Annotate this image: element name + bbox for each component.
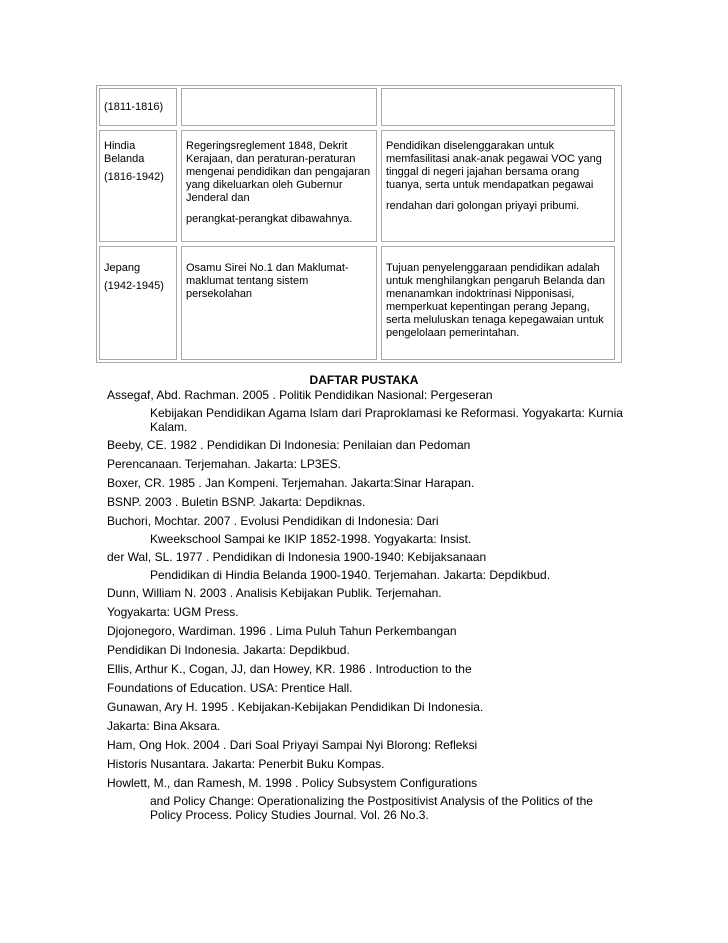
reference-entry: [107, 776, 623, 822]
reference-text: Ellis, Arthur K., Cogan, JJ, dan Howey, KR. 1986 . Introduction to the: [107, 662, 472, 676]
table-cell-period: [99, 88, 177, 126]
reference-text: Dunn, William N. 2003 . Analisis Kebijakan Publik. Terjemahan.: [107, 586, 442, 600]
reference-entry: [107, 457, 623, 476]
reference-entry: [107, 605, 623, 624]
references-list: [107, 388, 623, 826]
reference-entry: [107, 757, 623, 776]
history-table: [96, 85, 622, 363]
reference-text: Yogyakarta: UGM Press.: [107, 605, 239, 619]
reference-continuation: Pendidikan di Hindia Belanda 1900-1940. Terjemahan. Jakarta: Depdikbud.: [150, 568, 551, 582]
reference-text: Gunawan, Ary H. 1995 . Kebijakan-Kebijakan Pendidikan Di Indonesia.: [107, 700, 484, 714]
purpose-text: Tujuan penyelenggaraan pendidikan adalah untuk menghilangkan pengaruh Belanda dan menanamkan indoktrinasi Nipponisasi, memperkuat kepentingan perang Jepang, serta meluluskan tenaga kepegawaian untuk pengelolaan pemerintahan.: [386, 262, 605, 339]
reference-text: Buchori, Mochtar. 2007 . Evolusi Pendidikan di Indonesia: Dari: [107, 514, 439, 528]
table-row: [97, 128, 621, 244]
period-text: (1811-1816): [104, 101, 164, 113]
table-cell-purpose: [381, 246, 615, 360]
reference-continuation: Kebijakan Pendidikan Agama Islam dari Praproklamasi ke Reformasi. Yogyakarta: Kurnia Kalam.: [150, 406, 623, 434]
reference-continuation: Kweekschool Sampai ke IKIP 1852-1998. Yogyakarta: Insist.: [150, 532, 472, 546]
reference-entry: [107, 586, 623, 605]
period-years: (1942-1945): [104, 280, 164, 292]
period-name: Jepang: [104, 262, 141, 274]
period-name: Hindia Belanda: [104, 140, 145, 165]
table-cell-regulation: [181, 130, 377, 242]
purpose-text: Pendidikan diselenggarakan untuk memfasilitasi anak-anak pegawai VOC yang tinggal di negeri jajahan bersama orang tuanya, serta untuk mendapatkan pegawai: [386, 140, 602, 191]
regulation-text: Regeringsreglement 1848, Dekrit Kerajaan, dan peraturan-peraturan mengenai pendidikan dan pengajaran yang dikeluarkan oleh Gubernur Jenderal dan: [186, 140, 371, 204]
reference-text: Beeby, CE. 1982 . Pendidikan Di Indonesia: Penilaian dan Pedoman: [107, 438, 471, 452]
reference-text: Historis Nusantara. Jakarta: Penerbit Buku Kompas.: [107, 757, 385, 771]
reference-entry: [107, 624, 623, 643]
table-cell-regulation: [181, 246, 377, 360]
reference-entry: [107, 438, 623, 457]
reference-text: Boxer, CR. 1985 . Jan Kompeni. Terjemahan. Jakarta:Sinar Harapan.: [107, 476, 475, 490]
reference-text: Jakarta: Bina Aksara.: [107, 719, 221, 733]
table-row: [97, 244, 621, 362]
reference-text: Assegaf, Abd. Rachman. 2005 . Politik Pendidikan Nasional: Pergeseran: [107, 388, 493, 402]
reference-text: der Wal, SL. 1977 . Pendidikan di Indonesia 1900-1940: Kebijaksanaan: [107, 550, 487, 564]
table-cell-purpose: [381, 88, 615, 126]
table-row: [97, 86, 621, 128]
reference-text: Foundations of Education. USA: Prentice Hall.: [107, 681, 353, 695]
purpose-text-cont: rendahan dari golongan priyayi pribumi.: [386, 200, 580, 212]
reference-entry: [107, 719, 623, 738]
period-years: (1816-1942): [104, 171, 164, 183]
regulation-text: Osamu Sirei No.1 dan Maklumat-maklumat tentang sistem persekolahan: [186, 262, 349, 300]
reference-entry: [107, 388, 623, 434]
reference-text: Howlett, M., dan Ramesh, M. 1998 . Policy Subsystem Configurations: [107, 776, 478, 790]
reference-text: BSNP. 2003 . Buletin BSNP. Jakarta: Depdiknas.: [107, 495, 366, 509]
reference-entry: [107, 476, 623, 495]
reference-text: Ham, Ong Hok. 2004 . Dari Soal Priyayi Sampai Nyi Blorong: Refleksi: [107, 738, 478, 752]
reference-entry: [107, 495, 623, 514]
reference-text: Perencanaan. Terjemahan. Jakarta: LP3ES.: [107, 457, 341, 471]
reference-continuation: and Policy Change: Operationalizing the Postpositivist Analysis of the Politics of the Policy Process. Policy Studies Journal. Vol. 26 No.3.: [150, 794, 593, 822]
reference-entry: [107, 681, 623, 700]
regulation-text-cont: perangkat-perangkat dibawahnya.: [186, 213, 353, 225]
table-cell-regulation: [181, 88, 377, 126]
table-cell-period: [99, 130, 177, 242]
references-heading: DAFTAR PUSTAKA: [309, 373, 419, 387]
reference-entry: [107, 643, 623, 662]
table-cell-purpose: [381, 130, 615, 242]
reference-entry: [107, 700, 623, 719]
reference-entry: [107, 738, 623, 757]
reference-entry: [107, 662, 623, 681]
reference-text: Pendidikan Di Indonesia. Jakarta: Depdikbud.: [107, 643, 350, 657]
reference-entry: [107, 514, 623, 546]
reference-text: Djojonegoro, Wardiman. 1996 . Lima Puluh Tahun Perkembangan: [107, 624, 457, 638]
reference-entry: [107, 550, 623, 582]
table-cell-period: [99, 246, 177, 360]
